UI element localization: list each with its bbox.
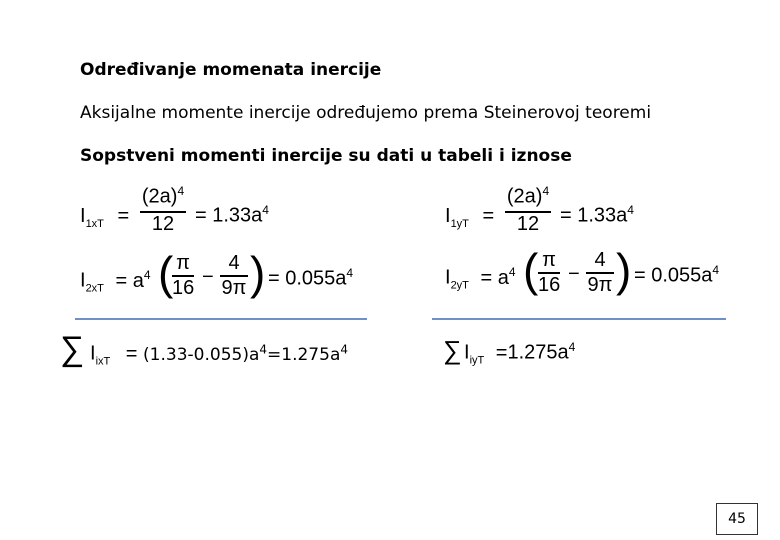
formula-i1x-lhs: $I_{1xT}$ = [80,205,130,230]
fraction-bar [505,211,551,236]
formula-i2x-frac2 [220,252,248,300]
equals-sign: = [495,341,508,364]
formula-i1x-fraction [140,184,186,236]
sum-x-value: (1.33-0.055)a [143,344,260,365]
right-paren: ) [250,247,266,299]
formula-a-term: = a [115,269,144,292]
result-exponent: 4 [712,263,720,277]
sum-x-exponent-2: 4 [340,342,349,356]
sum-y-formula [464,340,575,367]
result-value: = 0.055a [268,267,347,290]
minus-sign: − [202,266,214,288]
result-value: = 0.055a [634,264,713,287]
result-exponent: 4 [262,203,269,217]
formula-i2x-frac1 [172,252,194,300]
fraction-denominator: 9π [221,277,247,299]
formula-symbol: I [445,205,451,227]
formula-subscript: 2yT [450,279,469,292]
formula-i2y-frac1 [538,249,560,297]
fraction-numerator: π [176,252,190,274]
fraction-denominator: 16 [538,274,561,296]
sum-y-exponent: 4 [568,340,576,354]
formula-symbol: I [80,205,86,227]
fraction-numerator: (2a) [506,185,543,208]
formula-symbol: I [80,269,86,292]
formula-symbol: I [445,266,451,289]
divider-left [75,318,367,320]
minus-sign: − [568,263,580,285]
formula-a-term: = a [480,266,509,289]
formula-i1y-lhs: $I_{1yT}$ = [445,205,495,230]
page-number: 45 [716,503,758,535]
formula-i2x-result [268,266,353,291]
formula-a-exponent: 4 [508,265,516,279]
fraction-numerator: 4 [594,249,606,271]
fraction-denominator: 12 [151,212,175,235]
fraction-numerator: π [542,249,556,271]
fraction-numerator: 4 [228,252,240,274]
formula-subscript: 1xT [85,218,104,230]
fraction-exponent: 4 [177,184,185,198]
formula-i2y-result [634,263,719,288]
formula-i2y-frac2 [586,249,614,297]
fraction-denominator: 16 [172,277,195,299]
equals-sign: = [125,342,138,365]
sum-x-result: =1.275a [267,344,341,365]
formula-subscript: iyT [469,354,485,367]
right-paren: ) [616,244,632,296]
sigma-icon: ∑ [60,330,85,368]
formula-i2x-lhs [80,268,151,295]
formula-i1x-result [195,203,269,228]
left-paren: ( [158,247,174,299]
slide-title: Određivanje momenata inercije [80,60,382,80]
fraction-numerator: (2a) [141,185,178,208]
sum-y-value: 1.275a [507,341,569,364]
sum-x-expression [143,342,349,365]
result-value: = 1.33a [195,204,263,227]
sigma-icon: ∑ [443,335,462,365]
formula-symbol: I [90,342,96,365]
formula-i2y-lhs [445,265,516,292]
formula-symbol: I [464,341,470,364]
fraction-bar [140,211,186,236]
formula-subscript: ixT [95,355,111,368]
formula-subscript: 2xT [85,282,104,295]
fraction-exponent: 4 [542,184,550,198]
sum-x-exponent-1: 4 [259,342,268,356]
left-paren: ( [523,244,539,296]
own-moments-text: Sopstveni momenti inercije su dati u tabeli i iznose [80,146,572,166]
fraction-denominator: 12 [516,212,540,235]
fraction-denominator: 9π [587,274,613,296]
steiner-text: Aksijalne momente inercije određujemo prema Steinerovoj teoremi [80,103,652,123]
result-value: = 1.33a [560,204,628,227]
formula-a-exponent: 4 [143,268,151,282]
result-exponent: 4 [346,266,354,280]
formula-i1y-fraction [505,184,551,236]
formula-i1y-result [560,203,634,228]
result-exponent: 4 [627,203,634,217]
formula-subscript: 1yT [450,218,469,230]
divider-right [432,318,726,320]
sum-x-formula [90,342,348,368]
